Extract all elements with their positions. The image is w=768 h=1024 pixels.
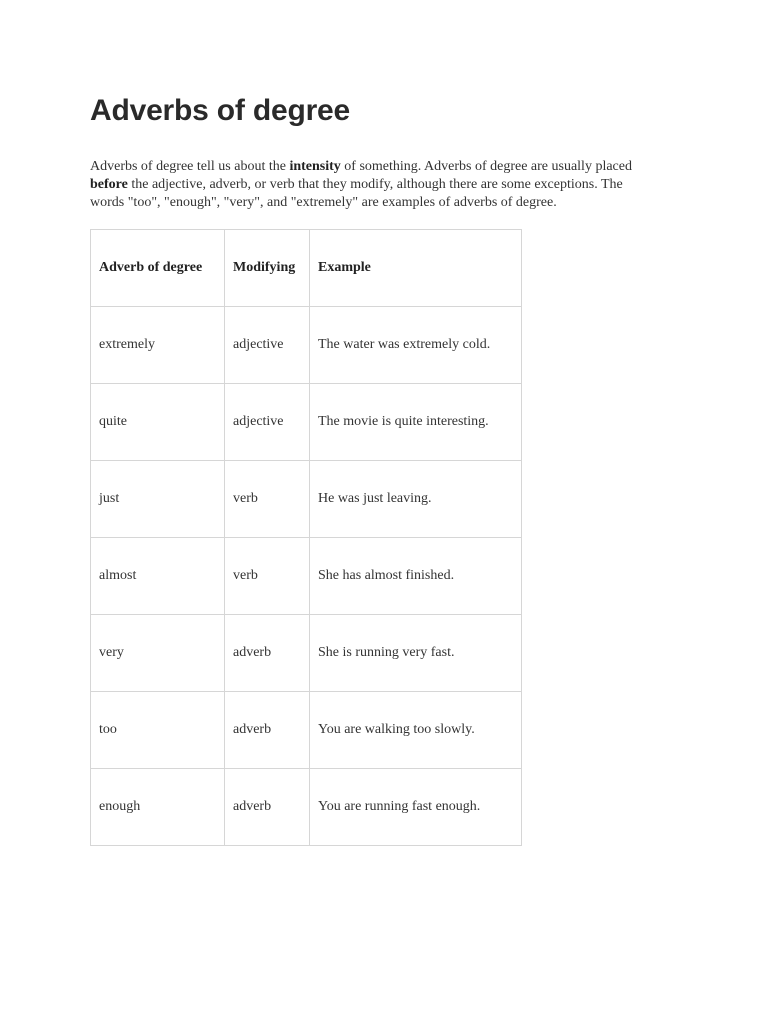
intro-text-3: the adjective, adverb, or verb that they modify, although there are some exceptions. The words "too", "enough", "very", and "extremely" are examples of adverbs of degree. [90, 177, 623, 210]
table-row [91, 692, 522, 769]
cell-modifying: adjective [225, 307, 310, 384]
cell-modifying: adjective [225, 384, 310, 461]
cell-example: He was just leaving. [310, 461, 522, 538]
cell-modifying: verb [225, 461, 310, 538]
header-modifying: Modifying [225, 230, 310, 307]
table-row [91, 769, 522, 846]
table-row [91, 461, 522, 538]
intro-paragraph [90, 158, 655, 212]
cell-adverb: extremely [91, 307, 225, 384]
cell-modifying: adverb [225, 769, 310, 846]
table-row [91, 384, 522, 461]
page-title: Adverbs of degree [90, 94, 351, 127]
header-example: Example [310, 230, 522, 307]
table-header-row [91, 230, 522, 307]
cell-example: You are running fast enough. [310, 769, 522, 846]
adverbs-table [90, 229, 522, 846]
cell-example: She is running very fast. [310, 615, 522, 692]
cell-adverb: quite [91, 384, 225, 461]
intro-text-2: of something. Adverbs of degree are usually placed [340, 159, 632, 174]
cell-adverb: enough [91, 769, 225, 846]
header-adverb-of-degree: Adverb of degree [91, 230, 225, 307]
cell-modifying: adverb [225, 615, 310, 692]
intro-text-1: Adverbs of degree tell us about the [90, 159, 290, 174]
cell-adverb: too [91, 692, 225, 769]
cell-adverb: just [91, 461, 225, 538]
intro-bold-intensity: intensity [289, 159, 341, 174]
intro-bold-before: before [90, 177, 128, 192]
cell-adverb: almost [91, 538, 225, 615]
cell-adverb: very [91, 615, 225, 692]
cell-example: She has almost finished. [310, 538, 522, 615]
table-row [91, 538, 522, 615]
table-row [91, 307, 522, 384]
cell-modifying: verb [225, 538, 310, 615]
cell-modifying: adverb [225, 692, 310, 769]
cell-example: The movie is quite interesting. [310, 384, 522, 461]
cell-example: The water was extremely cold. [310, 307, 522, 384]
table-row [91, 615, 522, 692]
cell-example: You are walking too slowly. [310, 692, 522, 769]
